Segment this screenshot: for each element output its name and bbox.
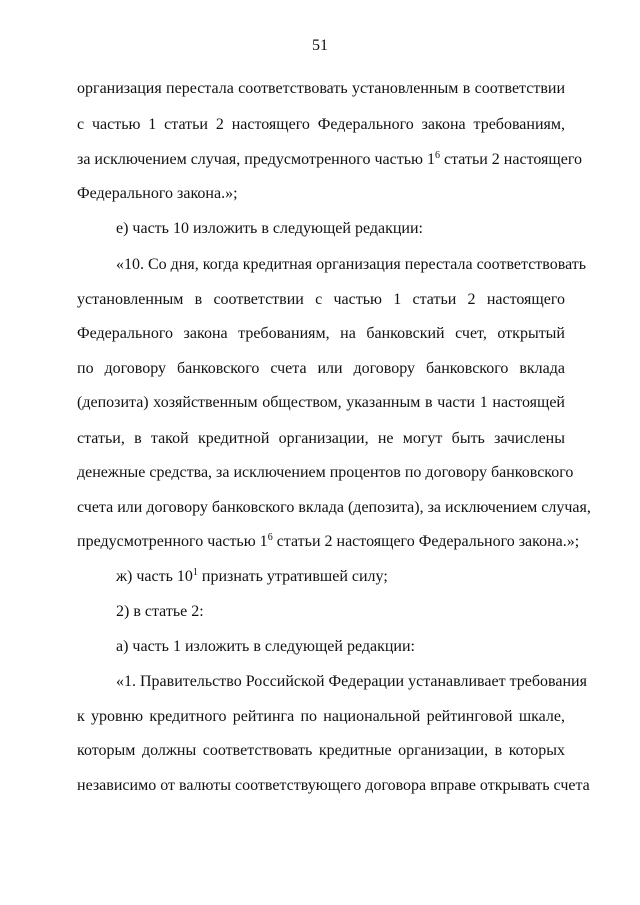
text-line: Федерального закона требованиям, на банковский счет, открытый <box>77 325 565 342</box>
text-segment: статьи 2 настоящего Федерального закона.»; <box>272 533 580 550</box>
text-line: (депозита) хозяйственным обществом, указанным в части 1 настоящей <box>77 394 565 411</box>
text-segment: признать утратившей силу; <box>197 568 388 585</box>
text-line: которым должны соответствовать кредитные организации, в которых <box>77 742 565 759</box>
text-line: по договору банковского счета или договору банковского вклада <box>77 360 565 377</box>
superscript: 1 <box>192 567 198 578</box>
text-line: а) часть 1 изложить в следующей редакции: <box>116 638 415 655</box>
text-line: установленным в соответствии с частью 1 статьи 2 настоящего <box>77 291 565 308</box>
text-line: е) часть 10 изложить в следующей редакции: <box>116 220 423 237</box>
text-line: к уровню кредитного рейтинга по национальной рейтинговой шкале, <box>77 708 565 725</box>
superscript: 6 <box>267 532 273 543</box>
text-line: с частью 1 статьи 2 настоящего Федерального закона требованиям, <box>77 116 565 133</box>
text-line <box>116 566 565 588</box>
text-segment: статьи 2 настоящего <box>439 151 582 168</box>
text-line: счета или договору банковского вклада (депозита), за исключением случая, <box>77 499 591 516</box>
text-segment: ж) часть 10 <box>116 568 193 585</box>
text-line <box>77 531 580 553</box>
text-line: 2) в статье 2: <box>116 603 204 620</box>
text-segment: предусмотренного частью 1 <box>77 533 268 550</box>
text-line: денежные средства, за исключением процентов по договору банковского <box>77 464 574 481</box>
text-line <box>77 149 582 171</box>
text-line: Федерального закона.»; <box>77 185 238 202</box>
text-line: «10. Со дня, когда кредитная организация перестала соответствовать <box>116 256 587 273</box>
superscript: 6 <box>434 150 440 161</box>
text-line: независимо от валюты соответствующего договора вправе открывать счета <box>77 777 590 794</box>
page-number: 51 <box>312 37 328 54</box>
text-line: организация перестала соответствовать установленным в соответствии <box>77 80 565 97</box>
text-line: «1. Правительство Российской Федерации устанавливает требования <box>116 673 587 690</box>
text-segment: за исключением случая, предусмотренного частью 1 <box>77 151 435 168</box>
text-line: статьи, в такой кредитной организации, не могут быть зачислены <box>77 430 565 447</box>
